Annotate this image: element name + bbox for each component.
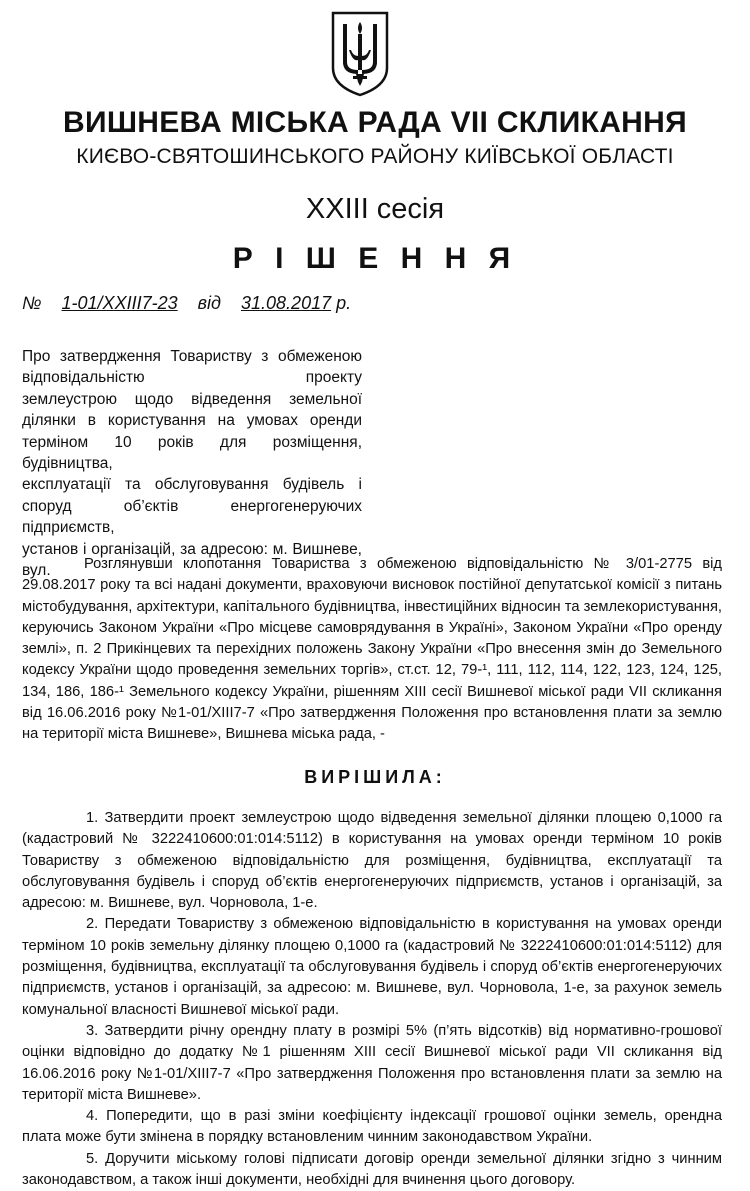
resolution-item: 3. Затвердити річну орендну плату в розмірі 5% (п’ять відсотків) від нормативно-грошової оцінки відповідно до додатку №1 рішенням ХІІІ сесії Вишневої міської ради VІІ скликання від 16.06.2016 року №1-01/XIII7-7 «Про затвердження Положення про встановлення плати за землю на території міста Вишневе». — [22, 1022, 722, 1103]
district-name: КИЄВО-СВЯТОШИНСЬКОГО РАЙОНУ КИЇВСЬКОЇ ОБЛАСТІ — [76, 145, 674, 168]
session-title: ХХІІІ сесія — [305, 193, 445, 225]
subject-line: установ і організацій, за адресою: м. Вишневе, — [22, 540, 362, 558]
decision-number: 1-01/XXIII7-23 — [61, 293, 178, 313]
subject-line: землеустрою щодо відведення земельної — [22, 390, 362, 408]
council-name: ВИШНЕВА МІСЬКА РАДА VІІ СКЛИКАННЯ — [63, 106, 687, 139]
decision-subject — [22, 346, 362, 581]
subject-line: ділянки в користування на умовах оренди — [22, 412, 362, 430]
resolution-item: 1. Затвердити проект землеустрою щодо відведення земельної ділянки площею 0,1000 га (кадастровий № 3222410600:01:014:5112) в користування на умовах оренди терміном 10 років Товариству з обмеженою відповідальністю для розміщення, будівництва, експлуатації та обслуговування будівель і споруд об’єктів енергогенеруючих підприємств, установ і організацій, за адресою: м. Вишневе, вул. Чорновола, 1-е. — [22, 810, 722, 912]
subject-line: Про затвердження Товариству з обмеженою — [22, 348, 362, 365]
document-title: Р І Ш Е Н Н Я — [232, 242, 518, 275]
resolution-item: 4. Попередити, що в разі зміни коефіцієнту індексації грошової оцінки земель, орендна плата може бути змінена в порядку встановленим чинним законодавством України. — [22, 1108, 722, 1146]
subject-line: експлуатації та обслуговування будівель і — [22, 476, 362, 494]
decision-date: 31.08.2017 — [241, 293, 332, 313]
subject-line: вул. — [22, 562, 51, 580]
decided-heading: ВИРІШИЛА: — [304, 767, 446, 787]
subject-line: споруд об’єктів енергогенеруючих підприємств, — [22, 497, 362, 537]
trident-emblem-icon — [329, 10, 391, 98]
date-label: від — [197, 293, 221, 313]
resolution-items — [22, 808, 722, 1191]
preamble-paragraph: Розглянувши клопотання Товариства з обмеженою відповідальністю № 3/01-2775 від 29.08.2017 року та всі надані документи, враховуючи висновок постійної депутатської комісії з питань містобудування, архітектури, капітального будівництва, інвестиційних відносин та землекористування, керуючись Законом України «Про місцеве самоврядування в Україні», Законом України «Про оренду землі», п. 2 Прикінцевих та перехідних положень Закону України «Про внесення змін до Земельного кодексу України щодо проведення земельних торгів», ст.ст. 12, 79-¹, 111, 112, 114, 122, 123, 124, 125, 134, 186, 186-¹ Земельного кодексу України, рішенням ХІІІ сесії Вишневої міської ради VІІ скликання від 16.06.2016 року №1-01/XIII7-7 «Про затвердження Положення про встановлення плати за землю на території міста Вишневе», Вишнева міська рада, - — [22, 556, 722, 743]
decision-number-line — [22, 291, 351, 315]
preamble — [22, 554, 722, 746]
subject-line: відповідальністю проекту — [22, 369, 362, 387]
year-suffix: р. — [336, 293, 352, 313]
resolution-item: 5. Доручити міському голові підписати договір оренди земельної ділянки згідно з чинним законодавством, а також інші документи, необхідні для вчинення цього договору. — [22, 1150, 722, 1189]
number-label: № — [22, 293, 42, 313]
resolution-item: 2. Передати Товариству з обмеженою відповідальністю в користування на умовах оренди терміном 10 років земельну ділянку площею 0,1000 га (кадастровий № 3222410600:01:014:5112) для розміщення, будівництва, експлуатації та обслуговування будівель і споруд об’єктів енергогенеруючих підприємств, установ і організацій, за адресою: м. Вишневе, вул. Чорновола, 1-е, за рахунок земель комунальної власності Вишневої міської ради. — [22, 916, 722, 1018]
subject-line: терміном 10 років для розміщення, будівництва, — [22, 433, 362, 473]
